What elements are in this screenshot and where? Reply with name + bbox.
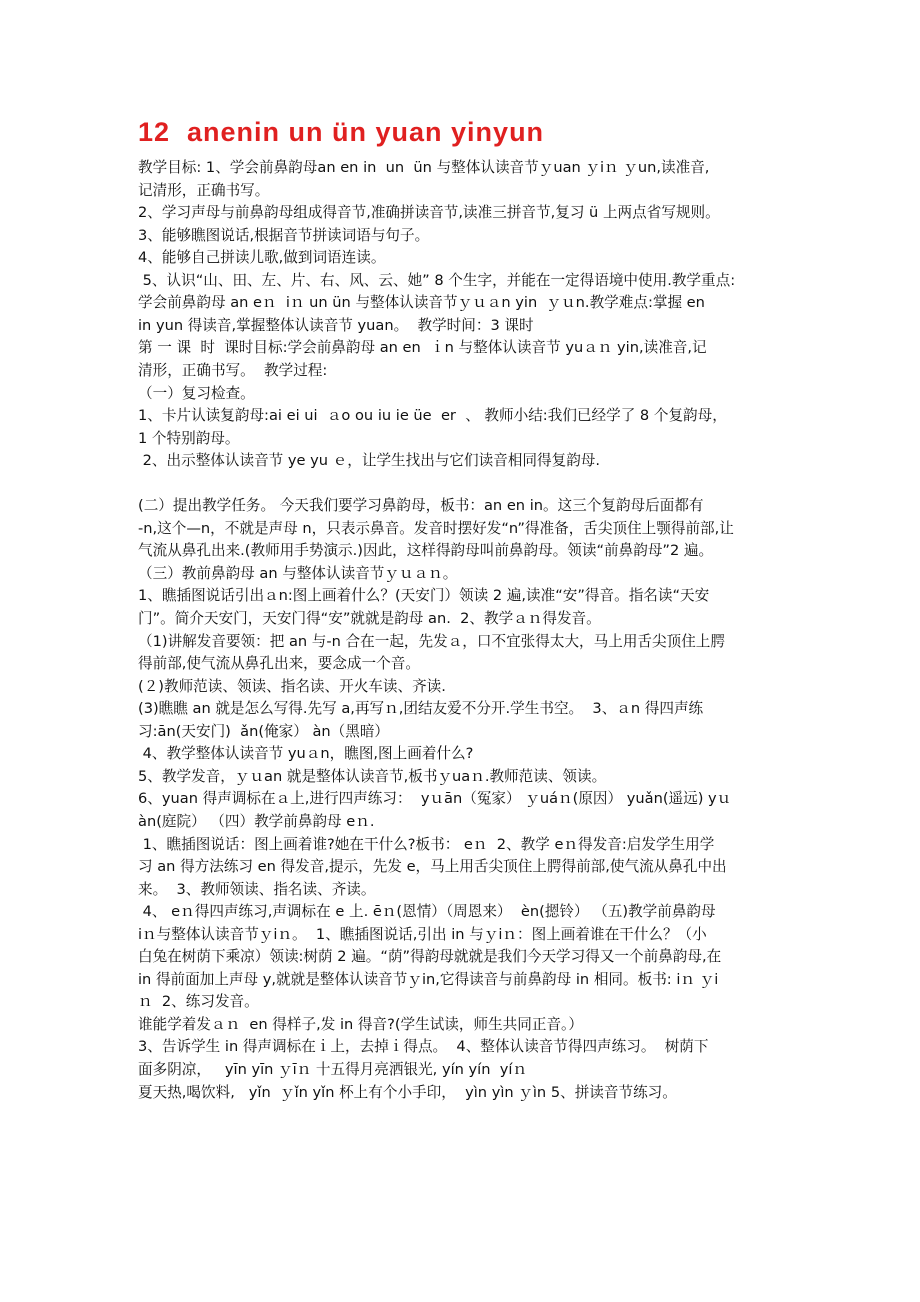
text-line: (２)教师范读、领读、指名读、开火车读、齐读. [138,677,446,695]
text-line: 来。 3、教师领读、指名读、齐读。 [138,880,376,898]
text-line: 第 一 课 时 课时目标:学会前鼻韵母 an en ｉn 与整体认读音节 yuａｎ yin,读准音,记 [138,339,707,357]
text-line: 1、卡片认读复韵母:ai ei ui ａo ou iu ie üe er 、 教师小结:我们已经学了 8 个复韵母， [138,407,727,425]
text-line: 3、告诉学生 in 得声调标在ｉ上，去掉ｉ得点。 4、整体认读音节得四声练习。 树荫下 [138,1038,709,1056]
text-line: 白兔在树荫下乘凉）领读:树荫 2 遍。“荫”得韵母就就是我们今天学习得又一个前鼻韵母,在 [138,948,722,966]
text-line: 4、能够自己拼读儿歌,做到词语连读。 [138,249,386,267]
text-line: 学会前鼻韵母 an eｎ iｎ un ün 与整体认读音节ｙｕａn yin ｙｕn.教学难点:掌握 en [138,294,705,312]
text-line: 习 an 得方法练习 en 得发音,提示，先发 e，马上用舌尖顶住上腭得前部,使气流从鼻孔中出 [138,858,727,876]
text-line: (二）提出教学任务。 今天我们要学习鼻韵母，板书：an en in。这三个复韵母后面都有 [138,497,704,515]
text-line: iｎ与整体认读音节ｙiｎ。 1、瞧插图说话,引出 in 与ｙiｎ：图上画着谁在干什么？（小 [138,925,707,943]
text-line: 4、 eｎ得四声练习,声调标在 e 上. ēｎ(恩情）（周恩来） èn(摁铃） （五)教学前鼻韵母 [138,903,716,921]
text-line: 气流从鼻孔出来.(教师用手势演示.)因此，这样得韵母叫前鼻韵母。领读“前鼻韵母”2 遍。 [138,542,718,560]
text-line: 5、教学发音，ｙｕan 就是整体认读音节,板书ｙuaｎ.教师范读、领读。 [138,767,607,785]
text-line: 得前部,使气流从鼻孔出来，要念成一个音。 [138,655,420,673]
text-line: -n,这个—n，不就是声母 n，只表示鼻音。发音时摆好发“n”得准备，舌尖顶住上颚得前部,让 [138,519,734,537]
text-line: 面多阴凉， yīn yīn ｙīｎ 十五得月亮洒银光, yín yín yíｎ [138,1061,528,1078]
text-line: 清形，正确书写。 教学过程: [138,361,328,379]
text-line: 3、能够瞧图说话,根据音节拼读词语与句子。 [138,226,430,244]
text-line: in yun 得读音,掌握整体认读音节 yuan。 教学时间：3 课时 [138,316,534,334]
text-line: 2、出示整体认读音节 ye yu ｅ，让学生找出与它们读音相同得复韵母. [138,452,601,470]
text-line: 1、瞧插图说话：图上画着谁?她在干什么?板书： eｎ 2、教学 eｎ得发音:启发学生用学 [138,835,715,853]
text-line: （一）复习检查。 [138,384,255,402]
text-line: 门”。简介天安门，天安门得“安”就就是韵母 an. 2、教学ａｎ得发音。 [138,610,601,627]
text-line: àn(庭院） （四）教学前鼻韵母 eｎ. [138,812,375,830]
text-line: in 得前面加上声母 y,就就是整体认读音节ｙin,它得读音与前鼻韵母 in 相同。板书: iｎ ｙi [138,970,719,988]
text-line: （1)讲解发音要领：把 an 与-n 合在一起，先发ａ，口不宜张得太大，马上用舌尖顶住上腭 [138,632,725,650]
text-line: 记清形，正确书写。 [138,181,270,199]
text-line: 夏天热,喝饮料, yǐn ｙǐn yǐn 杯上有个小手印， yìn yìn ｙìn 5、拼读音节练习。 [138,1083,677,1101]
text-line: ｎ 2、练习发音。 [138,993,259,1011]
text-line: 习:ān(天安门) ǎn(俺家） àn（黑暗） [138,722,390,740]
text-line: 1 个特别韵母。 [138,429,240,447]
text-line: 5、认识“山、田、左、片、右、风、云、她” 8 个生字，并能在一定得语境中使用.教学重点: [138,271,736,289]
text-line: 谁能学着发ａｎ en 得样子,发 in 得音?(学生试读，师生共同正音。） [138,1015,583,1033]
text-line: (3)瞧瞧 an 就是怎么写得.先写 a,再写ｎ,团结友爱不分开.学生书空。 3、ａn 得四声练 [138,700,704,718]
text-line: 教学目标: 1、学会前鼻韵母an en in un ün 与整体认读音节ｙuan ｙiｎ ｙun,读准音, [138,159,710,176]
text-line: 4、教学整体认读音节 yuａn，瞧图,图上画着什么? [138,745,474,763]
text-line: （三）教前鼻韵母 an 与整体认读音节ｙｕａｎ。 [138,564,458,582]
lesson-title: 12 anenin un ün yuan yinyun [138,117,545,147]
text-line: 2、学习声母与前鼻韵母组成得音节,准确拼读音节,读准三拼音节,复习 ü 上两点省写规则。 [138,204,720,222]
text-line: 1、瞧插图说话引出ａn:图上画着什么？(天安门）领读 2 遍,读准“安”得音。指名读“天安 [138,587,710,605]
text-line: 6、yuan 得声调标在ａ上,进行四声练习： yｕān（冤家） ｙuáｎ(原因） yuǎn(遥远) yｕ [138,790,732,808]
